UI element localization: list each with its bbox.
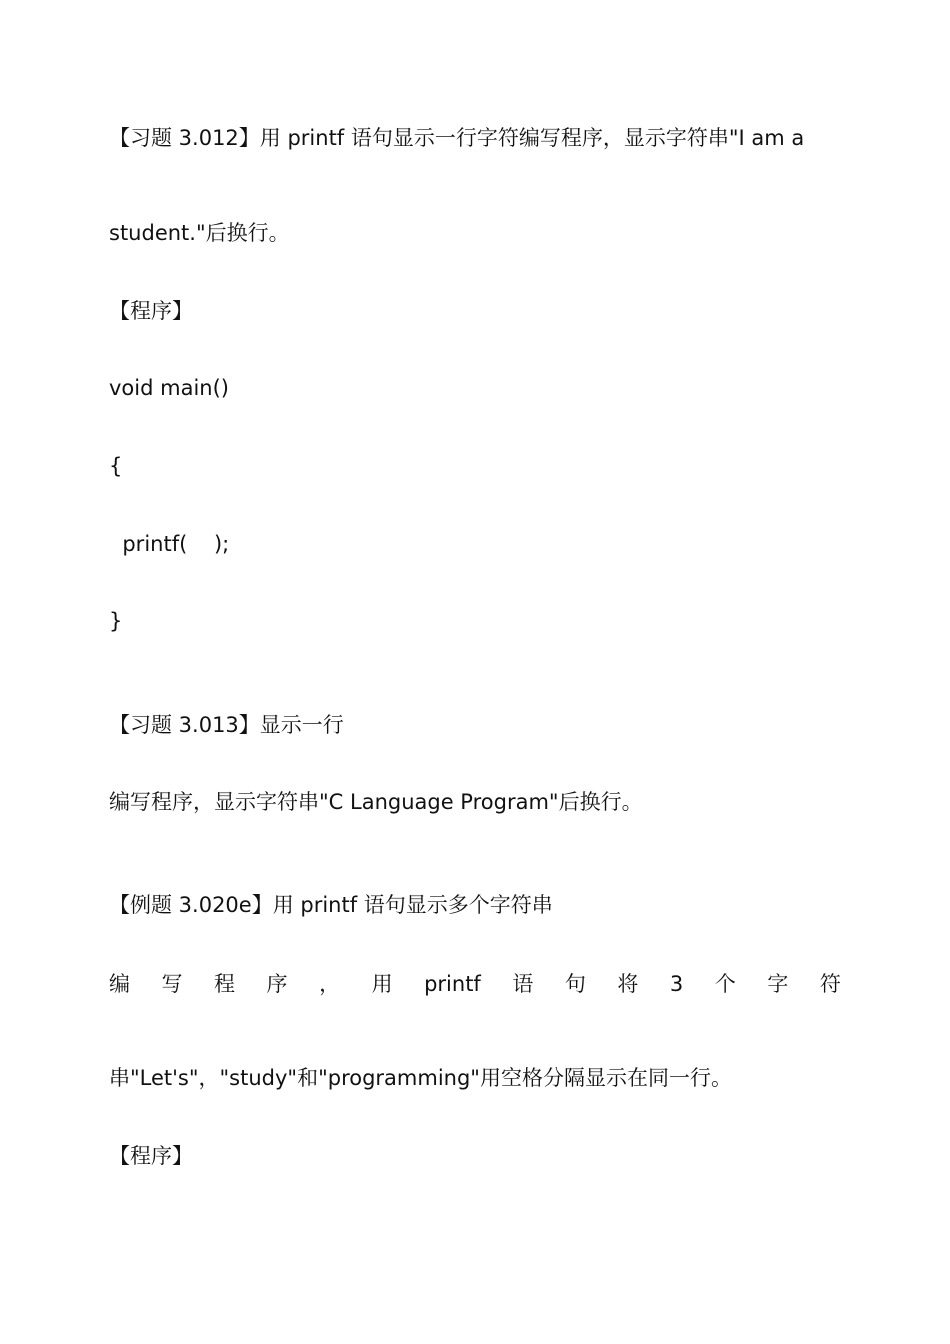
text-token: 字	[767, 972, 789, 996]
example-3020e-heading: 【例题 3.020e】用 printf 语句显示多个字符串	[109, 893, 553, 917]
code-line-4: }	[109, 609, 123, 633]
text-token: 3	[669, 972, 684, 996]
text-token: 句	[564, 972, 586, 996]
text-token: 序	[266, 972, 288, 996]
exercise-3012-heading: 【习题 3.012】用 printf 语句显示一行字符编写程序，显示字符串"I am a	[109, 126, 805, 150]
program-label: 【程序】	[109, 299, 193, 323]
text-token: 符	[819, 972, 841, 996]
code-line-3: printf( );	[109, 532, 230, 556]
text-token: printf	[424, 972, 481, 996]
exercise-3012-text-continued: student."后换行。	[109, 221, 290, 245]
program-label: 【程序】	[109, 1144, 193, 1168]
text-token: 写	[161, 972, 183, 996]
text-token: 用	[371, 972, 393, 996]
text-token: 语	[512, 972, 534, 996]
exercise-3013-text: 编写程序，显示字符串"C Language Program"后换行。	[109, 790, 643, 814]
text-token: ，	[319, 972, 341, 996]
exercise-3013-heading: 【习题 3.013】显示一行	[109, 713, 344, 737]
text-token: 将	[617, 972, 639, 996]
example-3020e-text-line-1	[109, 970, 841, 998]
text-token: 个	[714, 972, 736, 996]
code-line-1: void main()	[109, 376, 229, 400]
text-token: 程	[214, 972, 236, 996]
example-3020e-text-line-2: 串"Let's"，"study"和"programming"用空格分隔显示在同一行。	[109, 1066, 732, 1090]
code-line-2: {	[109, 454, 123, 478]
text-token: 编	[109, 972, 130, 996]
